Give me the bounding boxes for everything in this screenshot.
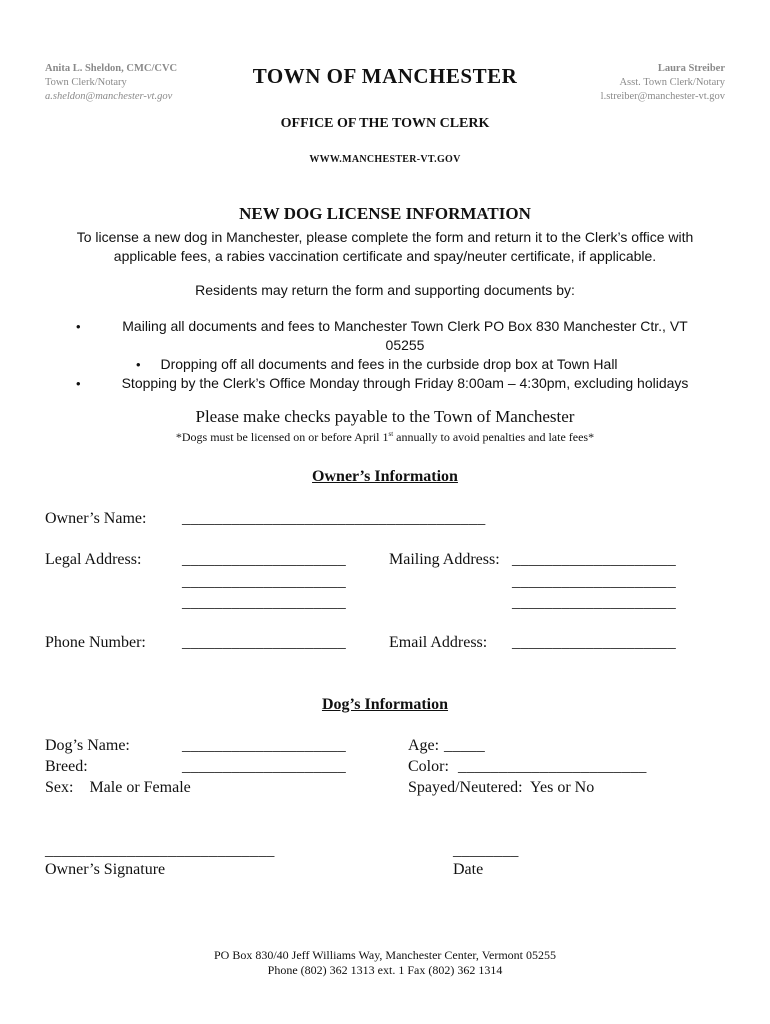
dog-name-field[interactable]: ____________________ [182,737,346,754]
owner-name-label: Owner’s Name: [45,510,147,527]
footer-address: PO Box 830/40 Jeff Williams Way, Manchester Center, Vermont 05255 [213,948,557,962]
mailing-address-field-line-3[interactable]: ____________________ [512,594,676,611]
signature-field[interactable]: ____________________________ [45,842,275,859]
return-instructions: Residents may return the form and supporting documents by: [195,282,575,298]
breed-field[interactable]: ____________________ [182,758,346,775]
clerk-role: Town Clerk/Notary [45,77,127,88]
clerk-name: Anita L. Sheldon, CMC/CVC [45,63,178,74]
mailing-address-label: Mailing Address: [389,551,500,568]
color-label: Color: [408,758,449,775]
license-deadline-note [0,430,770,445]
assistant-clerk-role: Asst. Town Clerk/Notary [619,77,725,88]
legal-address-field-line-3[interactable]: ____________________ [182,594,346,611]
mailing-address-field-line-2[interactable]: ____________________ [512,573,676,590]
dropbox-text: Dropping off all documents and fees in the curbside drop box at Town Hall [160,356,618,372]
clerk-email: a.sheldon@manchester-vt.gov [45,91,173,102]
mail-text-line-1: Mailing all documents and fees to Manchester Town Clerk PO Box 830 Manchester Ctr., VT [122,318,688,334]
intro-paragraph [40,228,730,266]
footer-phone: Phone (802) 362 1313 ext. 1 Fax (802) 362 1314 [267,963,503,977]
mail-text-line-2: 05255 [385,337,425,353]
phone-number-field[interactable]: ____________________ [182,634,346,651]
list-item-mail [40,317,730,355]
owner-section-title: Owner’s Information [312,468,458,485]
phone-number-label: Phone Number: [45,634,146,651]
town-heading: TOWN OF MANCHESTER [252,64,518,88]
return-methods-list [40,317,730,393]
color-field[interactable]: _______________________ [458,758,647,775]
owner-name-field[interactable]: _____________________________________ [182,510,486,527]
office-hours-text: Stopping by the Clerk’s Office Monday through Friday 8:00am – 4:30pm, excluding holidays [121,375,689,391]
intro-line-2: applicable fees, a rabies vaccination certificate and spay/neuter certificate, if applicable. [113,248,657,264]
mailing-address-field-line-1[interactable]: ____________________ [512,551,676,568]
age-label: Age: [408,737,440,754]
dog-name-label: Dog’s Name: [45,737,130,754]
bullet-icon: • [76,376,81,391]
website-text: WWW.MANCHESTER-VT.GOV [309,154,461,165]
deadline-note-superscript: st [388,430,394,438]
dog-section-title: Dog’s Information [321,696,449,713]
date-field[interactable]: ________ [453,842,519,859]
date-label: Date [453,861,484,878]
legal-address-field-line-1[interactable]: ____________________ [182,551,346,568]
signature-label: Owner’s Signature [45,861,166,878]
breed-label: Breed: [45,758,88,775]
bullet-icon: • [136,357,141,372]
list-item-dropbox [40,355,730,374]
legal-address-field-line-2[interactable]: ____________________ [182,573,346,590]
assistant-clerk-name: Laura Streiber [657,63,725,74]
intro-line-1: To license a new dog in Manchester, please complete the form and return it to the Clerk’s office with [76,229,694,245]
assistant-clerk-email: l.streiber@manchester-vt.gov [600,91,725,102]
checks-payable-text: Please make checks payable to the Town of Manchester [195,407,575,426]
spayed-neutered-options[interactable]: Spayed/Neutered: Yes or No [408,779,595,796]
office-heading: OFFICE OF THE TOWN CLERK [280,116,490,131]
form-title: NEW DOG LICENSE INFORMATION [239,204,531,223]
email-address-field[interactable]: ____________________ [512,634,676,651]
email-address-label: Email Address: [389,634,488,651]
assistant-clerk-contact-block [601,62,725,104]
sex-options[interactable]: Sex: Male or Female [45,779,191,796]
legal-address-label: Legal Address: [45,551,142,568]
list-item-office [40,374,730,393]
footer [0,948,770,978]
deadline-note-after: annually to avoid penalties and late fees* [393,430,595,444]
bullet-icon: • [76,319,81,334]
deadline-note-before: *Dogs must be licensed on or before April 1 [175,430,389,444]
age-field[interactable]: _____ [444,737,485,754]
